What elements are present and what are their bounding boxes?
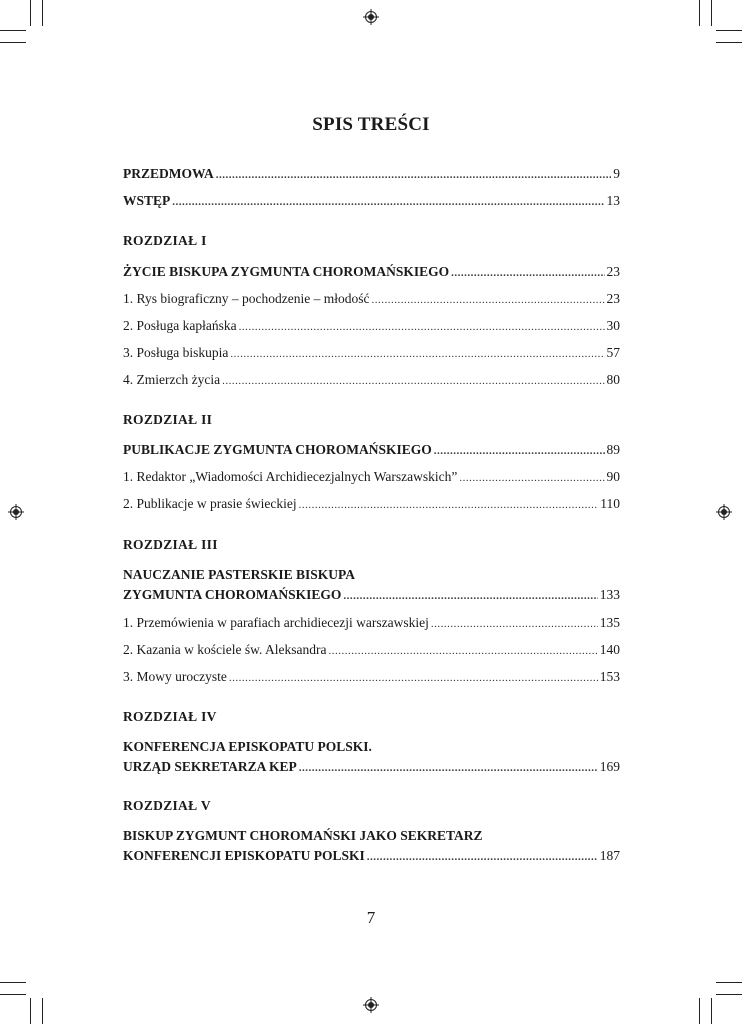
dot-leader xyxy=(299,494,599,516)
toc-entry xyxy=(123,288,620,310)
crop-mark-icon xyxy=(711,0,712,26)
crop-mark-icon xyxy=(699,998,700,1024)
crop-mark-icon xyxy=(0,42,26,43)
toc-entry-label: 4. Zmierzch życia xyxy=(123,372,221,387)
toc-entry-label: 3. Mowy uroczyste xyxy=(123,669,227,684)
chapter-heading: ROZDZIAŁ III xyxy=(123,537,218,552)
registration-target-icon xyxy=(363,9,379,25)
dot-leader xyxy=(230,343,604,365)
toc-entry xyxy=(123,564,620,606)
crop-mark-icon xyxy=(699,0,700,26)
registration-target-icon xyxy=(716,504,732,520)
crop-mark-icon xyxy=(0,30,26,31)
dot-leader xyxy=(222,370,604,392)
crop-mark-icon xyxy=(716,994,742,995)
toc-entry-label: WSTĘP xyxy=(123,193,171,208)
toc-entry-label: 1. Przemówienia w parafiach archidiecezji warszawskiej xyxy=(123,615,429,630)
registration-target-icon xyxy=(8,504,24,520)
toc-entry-label: URZĄD SEKRETARZA KEP xyxy=(123,759,297,774)
toc-entry-label: KONFERENCJI EPISKOPATU POLSKI xyxy=(123,848,365,863)
toc-entry xyxy=(123,666,620,688)
page-number: 7 xyxy=(366,908,376,927)
toc-entry-page: 23 xyxy=(606,264,620,279)
crop-mark-icon xyxy=(42,998,43,1024)
dot-leader xyxy=(372,289,605,311)
toc-entry-page: 13 xyxy=(606,193,620,208)
crop-mark-icon xyxy=(30,998,31,1024)
toc-entry xyxy=(123,466,620,488)
toc-entry-label: PUBLIKACJE ZYGMUNTA CHOROMAŃSKIEGO xyxy=(123,442,432,457)
dot-leader xyxy=(459,467,604,489)
toc-entry-page: 89 xyxy=(606,442,620,457)
crop-mark-icon xyxy=(716,42,742,43)
dot-leader xyxy=(239,316,605,338)
toc-entry-page: 169 xyxy=(599,759,620,774)
toc-entry-label: 2. Kazania w kościele św. Aleksandra xyxy=(123,642,327,657)
dot-leader xyxy=(451,262,604,284)
crop-mark-icon xyxy=(716,982,742,983)
toc-entry-page: 23 xyxy=(606,291,620,306)
toc-entry-page: 110 xyxy=(600,496,620,511)
toc-entry-label-line1: BISKUP ZYGMUNT CHOROMAŃSKI JAKO SEKRETARZ xyxy=(123,828,483,843)
toc-entry-page: 135 xyxy=(599,615,620,630)
toc-entry-page: 133 xyxy=(599,587,620,602)
crop-mark-icon xyxy=(716,30,742,31)
toc-entry-label: 2. Posługa kapłańska xyxy=(123,318,237,333)
chapter-heading: ROZDZIAŁ I xyxy=(123,233,207,248)
crop-mark-icon xyxy=(711,998,712,1024)
toc-entry-label-line1: NAUCZANIE PASTERSKIE BISKUPA xyxy=(123,567,356,582)
toc-entry-page: 153 xyxy=(599,669,620,684)
toc-entry-label: PRZEDMOWA xyxy=(123,166,214,181)
crop-mark-icon xyxy=(42,0,43,26)
toc-entry xyxy=(123,736,620,778)
toc-entry-page: 140 xyxy=(599,642,620,657)
crop-mark-icon xyxy=(30,0,31,26)
crop-mark-icon xyxy=(0,994,26,995)
toc-entry-page: 90 xyxy=(606,469,620,484)
dot-leader xyxy=(172,191,604,213)
page-title: SPIS TREŚCI xyxy=(312,114,430,135)
toc-entry-label: ZYGMUNTA CHOROMAŃSKIEGO xyxy=(123,587,342,602)
dot-leader xyxy=(299,757,598,779)
toc-entry xyxy=(123,261,620,283)
chapter-heading: ROZDZIAŁ II xyxy=(123,412,213,427)
crop-mark-icon xyxy=(0,982,26,983)
chapter-heading: ROZDZIAŁ IV xyxy=(123,709,217,724)
chapter-heading: ROZDZIAŁ V xyxy=(123,798,211,813)
toc-entry-label: 1. Rys biograficzny – pochodzenie – młodość xyxy=(123,291,370,306)
toc-entry xyxy=(123,342,620,364)
toc-entry xyxy=(123,163,620,185)
toc-entry-label-line1: KONFERENCJA EPISKOPATU POLSKI. xyxy=(123,739,372,754)
dot-leader xyxy=(367,846,598,868)
dot-leader xyxy=(431,613,598,635)
dot-leader xyxy=(434,440,605,462)
toc-entry-page: 30 xyxy=(606,318,620,333)
toc-entry xyxy=(123,439,620,461)
toc-entry-label: ŻYCIE BISKUPA ZYGMUNTA CHOROMAŃSKIEGO xyxy=(123,264,450,279)
toc-entry xyxy=(123,612,620,634)
toc-entry-label: 2. Publikacje w prasie świeckiej xyxy=(123,496,297,511)
toc-entry-label: 1. Redaktor „Wiadomości Archidiecezjalnych Warszawskich” xyxy=(123,469,458,484)
toc-entry xyxy=(123,639,620,661)
dot-leader xyxy=(216,164,612,186)
toc-entry-label: 3. Posługa biskupia xyxy=(123,345,229,360)
registration-target-icon xyxy=(363,997,379,1013)
toc-entry xyxy=(123,825,620,867)
toc-entry-page: 57 xyxy=(606,345,620,360)
dot-leader xyxy=(229,667,598,689)
toc-entry-page: 9 xyxy=(613,166,620,181)
toc-entry-page: 187 xyxy=(599,848,620,863)
dot-leader xyxy=(343,585,597,607)
dot-leader xyxy=(328,640,597,662)
toc-entry xyxy=(123,190,620,212)
toc-entry xyxy=(123,493,620,515)
toc-entry xyxy=(123,315,620,337)
toc-entry-page: 80 xyxy=(606,372,620,387)
toc-entry xyxy=(123,369,620,391)
